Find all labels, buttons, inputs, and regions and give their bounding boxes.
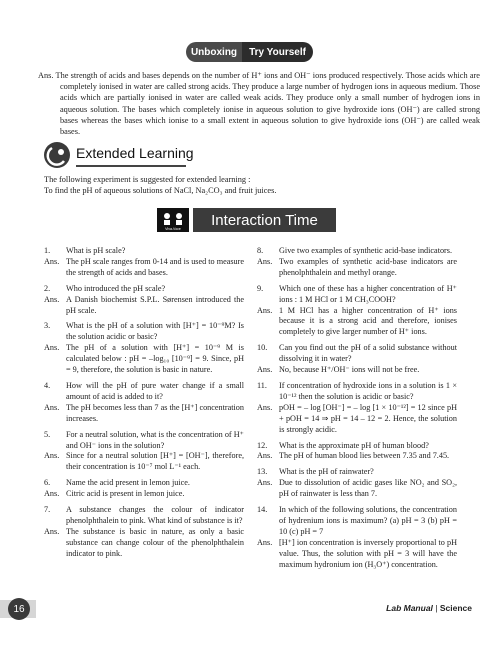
a-item: Ans. The pH becomes less than 7 as the [H⁺] concentration increases. <box>44 402 244 423</box>
intro-answer-text: The strength of acids and bases depends on the number of H⁺ ions and OH⁻ ions produced respectively. Those acids which are completely ionised in water are called strong acids. They produce a large number of hydrogen ions in aqueous medium. Those acids which are partially ionised in water are called weak acids. They produce only a small number of hydrogen ions in aqueous solution. The bases which completely ionise in aqueous solution to give hydroxide ions (OH⁻) are called strong bases whereas the bases which ionise to a small extent in aqueous solution to give hydroxide ions (OH⁻) are called weak bases. <box>55 71 480 137</box>
a-item: Ans. 1 M HCl has a higher concentration of H⁺ ions because it is a strong acid and therefore, ionises completely to give larger number of H⁺ ions. <box>257 305 457 337</box>
a-item: Ans. A Danish biochemist S.P.L. Sørensen introduced the pH scale. <box>44 294 244 315</box>
section-header-pill <box>186 42 313 62</box>
q-item: 13. What is the pH of rainwater? <box>257 467 374 477</box>
page-number: 16 <box>8 598 30 620</box>
q-item: 5. For a neutral solution, what is the concentration of H⁺ and OH⁻ ions in the solution? <box>44 429 244 450</box>
a-item: Ans. Since for a neutral solution [H⁺] = [OH⁻], therefore, their concentration is 10⁻⁷ mol L⁻¹ each. <box>44 451 244 472</box>
q-item: 11. If concentration of hydroxide ions in a solution is 1 × 10⁻¹² then the solution is acidic or basic? <box>257 380 457 401</box>
q-item: 7. A substance changes the colour of indicator phenolphthalein to pink. What kind of substance is it? <box>44 505 244 525</box>
a-item: Ans. Citric acid is present in lemon juice. <box>44 489 185 499</box>
extended-learning-line-2: To find the pH of aqueous solutions of NaCl, Na₂CO₃ and fruit juices. <box>44 186 277 195</box>
header-try-yourself: Try Yourself <box>242 42 313 62</box>
a-item: Ans. No, because H⁺/OH⁻ ions will not be free. <box>257 365 420 375</box>
q-item: 6. Name the acid present in lemon juice. <box>44 478 190 488</box>
left-question-column <box>44 246 244 560</box>
right-question-column <box>257 246 457 570</box>
a-item: Ans. The pH of a solution with [H⁺] = 10⁻⁹ M is calculated below : pH = –log₁₀ [10⁻⁹] = 9. Since, pH = 9, therefore, the solution is basic in nature. <box>44 343 244 375</box>
intro-answer-label: Ans. <box>38 71 54 80</box>
a-item: Ans. Two examples of synthetic acid-base indicators are phenolphthalein and methyl orange. <box>257 256 457 277</box>
q-item: 14. In which of the following solutions, the concentration of hydrenium ions is maximum? (a) pH = 3 (b) pH = 10 (c) pH = 7 <box>257 505 457 536</box>
q-item: 10. Can you find out the pH of a solid substance without dissolving it in water? <box>257 343 457 364</box>
q-item: 12. What is the approximate pH of human blood? <box>257 440 429 450</box>
q-item: 8. Give two examples of synthetic acid-base indicators. <box>257 246 453 255</box>
footer-book-title: Lab Manual | Science <box>386 603 472 613</box>
extended-learning-icon <box>44 142 70 168</box>
header-unboxing: Unboxing <box>186 42 242 62</box>
viva-voce-logo <box>157 208 189 232</box>
q-item: 3. What is the pH of a solution with [H⁺] = 10⁻⁹M? Is the solution acidic or basic? <box>44 321 244 342</box>
a-item: Ans. pOH = – log [OH⁻] = – log [1 × 10⁻¹²] = 12 since pH + pOH = 14 ⇒ pH = 14 – 12 = 2. Hence, the solution is strongly acidic. <box>257 402 457 434</box>
extended-learning-title: Extended Learning <box>76 145 194 161</box>
intro-answer <box>38 70 480 137</box>
q-item: 1. What is pH scale? <box>44 246 126 255</box>
q-item: 9. Which one of these has a higher concentration of H⁺ ions : 1 M HCl or 1 M CH₃COOH? <box>257 283 457 304</box>
interaction-time-title: Interaction Time <box>193 208 336 232</box>
a-item: Ans. The substance is basic in nature, as only a basic substance can change colour of the phenolphthalein indicator to pink. <box>44 526 244 558</box>
a-item: Ans. The pH of human blood lies between 7.35 and 7.45. <box>257 451 450 461</box>
q-item: 2. Who introduced the pH scale? <box>44 283 166 293</box>
extended-learning-underline <box>76 165 186 167</box>
a-item: Ans. [H⁺] ion concentration is inversely proportional to pH value. Thus, the solution with pH = 3 will have the maximum hydronium ion (H₃O⁺) concentration. <box>257 537 457 569</box>
footer-subject: Science <box>439 603 472 613</box>
footer-book: Lab Manual <box>386 603 433 613</box>
q-item: 4. How will the pH of pure water change if a small amount of acid is added to it? <box>44 380 244 401</box>
a-item: Ans. The pH scale ranges from 0-14 and is used to measure the strength of acids and bases. <box>44 256 244 277</box>
viva-voce-logo-text: Viva-Voce <box>165 227 181 231</box>
extended-learning-line-1: The following experiment is suggested for extended learning : <box>44 175 251 184</box>
a-item: Ans. Due to dissolution of acidic gases like NO₂ and SO₂, pH of rainwater is less than 7. <box>257 478 457 499</box>
